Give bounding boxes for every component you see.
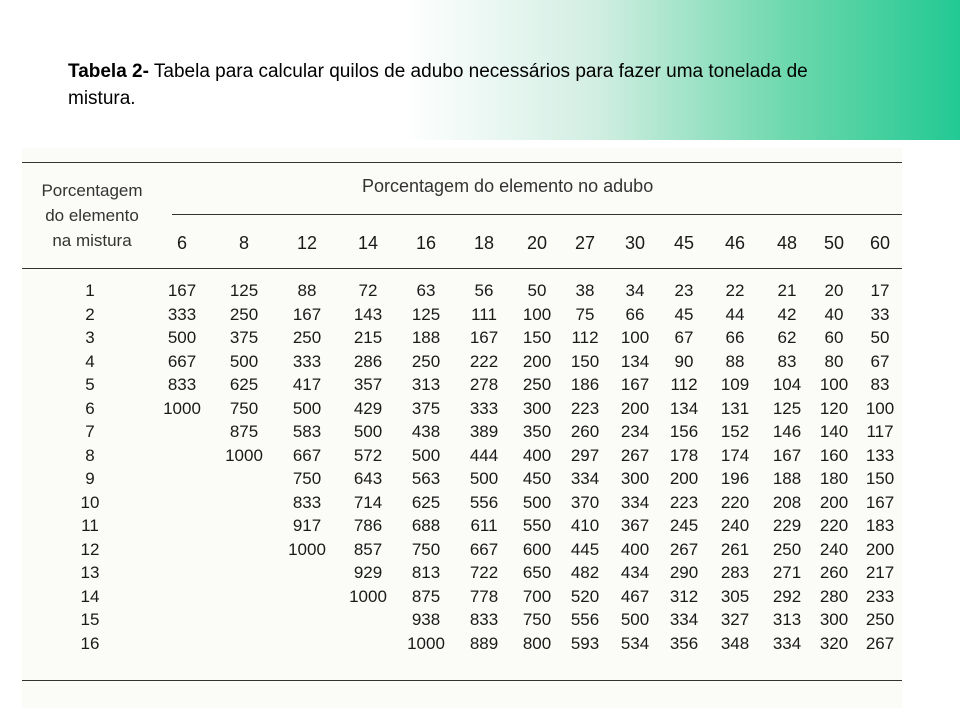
table-cell: 625 bbox=[229, 375, 259, 394]
table-cell: 167 bbox=[620, 375, 650, 394]
table-cell: 188 bbox=[411, 328, 441, 347]
table-cell: 88 bbox=[725, 351, 745, 371]
table-cell: 572 bbox=[353, 445, 383, 465]
table-cell: 688 bbox=[411, 516, 441, 535]
table-cell: 334 bbox=[620, 492, 650, 512]
table-cell: 167 bbox=[292, 304, 322, 324]
table-cell: 150 bbox=[865, 469, 895, 488]
table-cell: 320 bbox=[819, 633, 849, 653]
table-cell: 143 bbox=[353, 304, 383, 324]
table-cell: 229 bbox=[772, 516, 802, 535]
table-cell: 260 bbox=[570, 422, 600, 441]
column-header: 18 bbox=[473, 233, 495, 253]
table-cell: 200 bbox=[522, 351, 552, 371]
table-cell: 67 bbox=[674, 328, 694, 347]
table-cell: 857 bbox=[353, 539, 383, 559]
table-cell: 100 bbox=[865, 398, 895, 418]
table-cell: 305 bbox=[720, 586, 750, 606]
row-header: 10 bbox=[80, 492, 100, 512]
table-cell: 444 bbox=[469, 445, 499, 465]
table-cell: 156 bbox=[669, 422, 699, 441]
table-cell: 410 bbox=[570, 516, 600, 535]
column-header: 50 bbox=[823, 233, 845, 253]
table-cell: 250 bbox=[772, 539, 802, 559]
table-cell: 222 bbox=[469, 351, 499, 371]
table-cell: 375 bbox=[411, 398, 441, 418]
table-cell: 520 bbox=[570, 586, 600, 606]
table-cell: 22 bbox=[725, 281, 745, 300]
table-cell: 312 bbox=[669, 586, 699, 606]
column-header: 14 bbox=[357, 233, 379, 253]
table-cell: 133 bbox=[865, 445, 895, 465]
table-cell: 500 bbox=[167, 328, 197, 347]
table-cell: 292 bbox=[772, 586, 802, 606]
table-cell: 261 bbox=[720, 539, 750, 559]
table-cell: 400 bbox=[620, 539, 650, 559]
table-cell: 833 bbox=[469, 610, 499, 629]
table-cell: 450 bbox=[522, 469, 552, 488]
row-header: 16 bbox=[80, 633, 100, 653]
table-cell: 250 bbox=[411, 351, 441, 371]
table-cell: 271 bbox=[772, 563, 802, 582]
table-cell: 220 bbox=[819, 516, 849, 535]
row-axis-header bbox=[22, 178, 162, 253]
table-cell: 42 bbox=[777, 304, 797, 324]
table-cell: 100 bbox=[522, 304, 552, 324]
table-cell: 500 bbox=[469, 469, 499, 488]
table-cell: 750 bbox=[522, 610, 552, 629]
caption-label: Tabela 2- bbox=[68, 61, 149, 82]
table-cell: 714 bbox=[353, 492, 383, 512]
row-header: 13 bbox=[80, 563, 100, 582]
top-rule bbox=[22, 162, 902, 163]
table-cell: 200 bbox=[819, 492, 849, 512]
table-cell: 196 bbox=[720, 469, 750, 488]
table-cell: 112 bbox=[670, 375, 698, 394]
table-cell: 88 bbox=[297, 281, 317, 300]
table-cell: 60 bbox=[824, 328, 844, 347]
table-cell: 245 bbox=[669, 516, 699, 535]
table-cell: 667 bbox=[292, 445, 322, 465]
table-cell: 150 bbox=[570, 351, 600, 371]
table-cell: 429 bbox=[353, 398, 383, 418]
table-cell: 334 bbox=[570, 469, 600, 488]
table-cell: 600 bbox=[522, 539, 552, 559]
table-cell: 375 bbox=[229, 328, 259, 347]
table-cell: 438 bbox=[411, 422, 441, 441]
table-cell: 100 bbox=[620, 328, 650, 347]
row-header: 4 bbox=[85, 351, 95, 371]
table-cell: 643 bbox=[353, 469, 383, 488]
table-cell: 112 bbox=[571, 328, 599, 347]
table-cell: 400 bbox=[522, 445, 552, 465]
table-cell: 186 bbox=[570, 375, 600, 394]
column-header: 20 bbox=[526, 233, 548, 253]
table-cell: 23 bbox=[674, 281, 694, 300]
table-cell: 1000 bbox=[163, 398, 201, 418]
table-cell: 1000 bbox=[349, 586, 387, 606]
column-axis-header: Porcentagem do elemento no adubo bbox=[362, 176, 654, 196]
table-cell: 215 bbox=[353, 328, 383, 347]
table-cell: 50 bbox=[870, 328, 890, 347]
table-cell: 434 bbox=[620, 563, 650, 582]
table-cell: 50 bbox=[527, 281, 547, 300]
table-cell: 300 bbox=[620, 469, 650, 488]
table-cell: 929 bbox=[353, 563, 383, 582]
table-cell: 67 bbox=[870, 351, 890, 371]
table-cell: 267 bbox=[620, 445, 650, 465]
table-cell: 200 bbox=[865, 539, 895, 559]
table-cell: 44 bbox=[725, 304, 745, 324]
table-cell: 234 bbox=[620, 422, 650, 441]
table-cell: 786 bbox=[353, 516, 383, 535]
table-cell: 1000 bbox=[407, 633, 445, 653]
table-cell: 445 bbox=[570, 539, 600, 559]
column-header: 27 bbox=[574, 233, 596, 253]
table-cell: 722 bbox=[469, 563, 499, 582]
table-cell: 38 bbox=[575, 281, 595, 300]
table-cell: 482 bbox=[570, 563, 600, 582]
table-cell: 889 bbox=[469, 633, 499, 653]
table-cell: 500 bbox=[229, 351, 259, 371]
table-cell: 1000 bbox=[225, 445, 263, 465]
table-cell: 250 bbox=[522, 375, 552, 394]
table-cell: 56 bbox=[474, 281, 494, 300]
table-cell: 833 bbox=[292, 492, 322, 512]
table-cell: 45 bbox=[674, 304, 694, 324]
table-cell: 500 bbox=[522, 492, 552, 512]
table-cell: 750 bbox=[292, 469, 322, 488]
table-cell: 778 bbox=[469, 586, 499, 606]
row-header: 9 bbox=[85, 469, 95, 488]
table-cell: 167 bbox=[469, 328, 499, 347]
table-cell: 134 bbox=[669, 398, 699, 418]
row-header: 1 bbox=[85, 281, 95, 300]
table-cell: 66 bbox=[625, 304, 645, 324]
row-header: 2 bbox=[85, 304, 95, 324]
row-header: 11 bbox=[81, 516, 99, 535]
table-cell: 111 bbox=[471, 304, 497, 324]
table-cell: 174 bbox=[720, 445, 750, 465]
table-cell: 290 bbox=[669, 563, 699, 582]
table-cell: 500 bbox=[353, 422, 383, 441]
table-cell: 72 bbox=[358, 281, 378, 300]
table-cell: 125 bbox=[772, 398, 802, 418]
table-cell: 140 bbox=[819, 422, 849, 441]
column-header-rule bbox=[22, 268, 902, 269]
table-cell: 286 bbox=[353, 351, 383, 371]
table-cell: 125 bbox=[229, 281, 259, 300]
row-axis-header-line: na mistura bbox=[52, 231, 132, 250]
table-cell: 200 bbox=[620, 398, 650, 418]
table-cell: 625 bbox=[411, 492, 441, 512]
row-header: 7 bbox=[85, 422, 95, 441]
table-cell: 20 bbox=[824, 281, 844, 300]
column-header: 8 bbox=[238, 233, 249, 253]
table-cell: 334 bbox=[772, 633, 802, 653]
caption-text: Tabela para calcular quilos de adubo necessários para fazer uma tonelada de mistura. bbox=[68, 61, 808, 109]
column-header: 6 bbox=[176, 233, 187, 253]
column-header: 60 bbox=[869, 233, 891, 253]
table-cell: 220 bbox=[720, 492, 750, 512]
column-header: 48 bbox=[776, 233, 798, 253]
table-cell: 333 bbox=[469, 398, 499, 418]
column-header: 46 bbox=[724, 233, 746, 253]
table-cell: 267 bbox=[865, 633, 895, 653]
table-cell: 125 bbox=[411, 304, 441, 324]
table-cell: 833 bbox=[167, 375, 197, 394]
table-cell: 667 bbox=[469, 539, 499, 559]
table-cell: 146 bbox=[772, 422, 802, 441]
table-cell: 83 bbox=[870, 375, 890, 394]
table-cell: 62 bbox=[777, 328, 797, 347]
column-header: 12 bbox=[296, 233, 318, 253]
table-cell: 131 bbox=[720, 398, 750, 418]
table-cell: 260 bbox=[819, 563, 849, 582]
table-cell: 750 bbox=[229, 398, 259, 418]
table-cell: 750 bbox=[411, 539, 441, 559]
table-cell: 593 bbox=[570, 633, 600, 653]
table-cell: 500 bbox=[292, 398, 322, 418]
column-header: 30 bbox=[624, 233, 646, 253]
column-header: 16 bbox=[415, 233, 437, 253]
table-cell: 250 bbox=[865, 610, 895, 629]
table-cell: 117 bbox=[866, 422, 894, 441]
table-cell: 250 bbox=[229, 304, 259, 324]
table-cell: 300 bbox=[819, 610, 849, 629]
table-cell: 367 bbox=[620, 516, 650, 535]
table-cell: 370 bbox=[570, 492, 600, 512]
table-cell: 278 bbox=[469, 375, 499, 394]
row-axis-header-line: do elemento bbox=[45, 206, 139, 225]
table-cell: 40 bbox=[824, 304, 844, 324]
table-cell: 167 bbox=[772, 445, 802, 465]
table-cell: 188 bbox=[772, 469, 802, 488]
table-cell: 333 bbox=[167, 304, 197, 324]
table-cell: 534 bbox=[620, 633, 650, 653]
table-cell: 417 bbox=[292, 375, 322, 394]
table-cell: 917 bbox=[292, 516, 322, 535]
table-cell: 152 bbox=[720, 422, 750, 441]
table-cell: 667 bbox=[167, 351, 197, 371]
table-cell: 150 bbox=[522, 328, 552, 347]
table-cell: 333 bbox=[292, 351, 322, 371]
table-cell: 134 bbox=[620, 351, 650, 371]
table-cell: 63 bbox=[416, 281, 436, 300]
row-header: 3 bbox=[85, 328, 95, 347]
table-cell: 500 bbox=[620, 610, 650, 629]
table-cell: 66 bbox=[725, 328, 745, 347]
table-cell: 104 bbox=[772, 375, 802, 394]
row-header: 15 bbox=[80, 610, 100, 629]
table-cell: 500 bbox=[411, 445, 441, 465]
table-cell: 100 bbox=[819, 375, 849, 394]
table-cell: 217 bbox=[865, 563, 895, 582]
header-rule bbox=[172, 214, 902, 215]
table-cell: 223 bbox=[669, 492, 699, 512]
table-cell: 83 bbox=[777, 351, 797, 371]
table-cell: 334 bbox=[669, 610, 699, 629]
table-cell: 280 bbox=[819, 586, 849, 606]
scanned-table bbox=[22, 148, 902, 708]
table-cell: 167 bbox=[167, 281, 197, 300]
bottom-rule bbox=[22, 680, 902, 681]
table-caption bbox=[68, 58, 868, 112]
table-cell: 17 bbox=[870, 281, 890, 300]
column-header: 45 bbox=[673, 233, 695, 253]
table-cell: 650 bbox=[522, 563, 552, 582]
table-cell: 250 bbox=[292, 328, 322, 347]
table-cell: 348 bbox=[720, 633, 750, 653]
table-cell: 120 bbox=[819, 398, 849, 418]
table-cell: 938 bbox=[411, 610, 441, 629]
row-header: 12 bbox=[80, 539, 100, 559]
row-header: 8 bbox=[85, 445, 95, 465]
table-cell: 233 bbox=[865, 586, 895, 606]
table-cell: 90 bbox=[674, 351, 694, 371]
table-cell: 327 bbox=[720, 610, 750, 629]
table-cell: 350 bbox=[522, 422, 552, 441]
table-cell: 283 bbox=[720, 563, 750, 582]
table-cell: 240 bbox=[819, 539, 849, 559]
table-cell: 34 bbox=[625, 281, 645, 300]
table-cell: 583 bbox=[292, 422, 322, 441]
table-cell: 813 bbox=[411, 563, 441, 582]
table-cell: 297 bbox=[570, 445, 600, 465]
table-cell: 208 bbox=[772, 492, 802, 512]
table-cell: 33 bbox=[870, 304, 890, 324]
row-header: 14 bbox=[80, 586, 100, 606]
row-axis-header-line: Porcentagem bbox=[41, 181, 143, 200]
table-cell: 313 bbox=[411, 375, 441, 394]
table-cell: 700 bbox=[522, 586, 552, 606]
table-cell: 178 bbox=[669, 445, 699, 465]
table-cell: 183 bbox=[865, 516, 895, 535]
table-cell: 21 bbox=[777, 281, 797, 300]
row-header: 6 bbox=[85, 398, 95, 418]
table-cell: 556 bbox=[570, 610, 600, 629]
table-cell: 357 bbox=[353, 375, 383, 394]
table-cell: 109 bbox=[720, 375, 750, 394]
table-cell: 611 bbox=[470, 516, 498, 535]
table-cell: 240 bbox=[720, 516, 750, 535]
table-cell: 80 bbox=[824, 351, 844, 371]
table-cell: 300 bbox=[522, 398, 552, 418]
table-cell: 160 bbox=[819, 445, 849, 465]
table-cell: 180 bbox=[819, 469, 849, 488]
table-cell: 550 bbox=[522, 516, 552, 535]
table-cell: 467 bbox=[620, 586, 650, 606]
table-cell: 875 bbox=[411, 586, 441, 606]
table-cell: 267 bbox=[669, 539, 699, 559]
table-cell: 563 bbox=[411, 469, 441, 488]
table-cell: 800 bbox=[522, 633, 552, 653]
table-cell: 1000 bbox=[288, 539, 326, 559]
table-cell: 356 bbox=[669, 633, 699, 653]
table-cell: 200 bbox=[669, 469, 699, 488]
table-cell: 223 bbox=[570, 398, 600, 418]
table-cell: 313 bbox=[772, 610, 802, 629]
table-cell: 556 bbox=[469, 492, 499, 512]
table-cell: 75 bbox=[575, 304, 595, 324]
table-cell: 167 bbox=[865, 492, 895, 512]
table-cell: 875 bbox=[229, 422, 259, 441]
row-header: 5 bbox=[85, 375, 95, 394]
table-cell: 389 bbox=[469, 422, 499, 441]
